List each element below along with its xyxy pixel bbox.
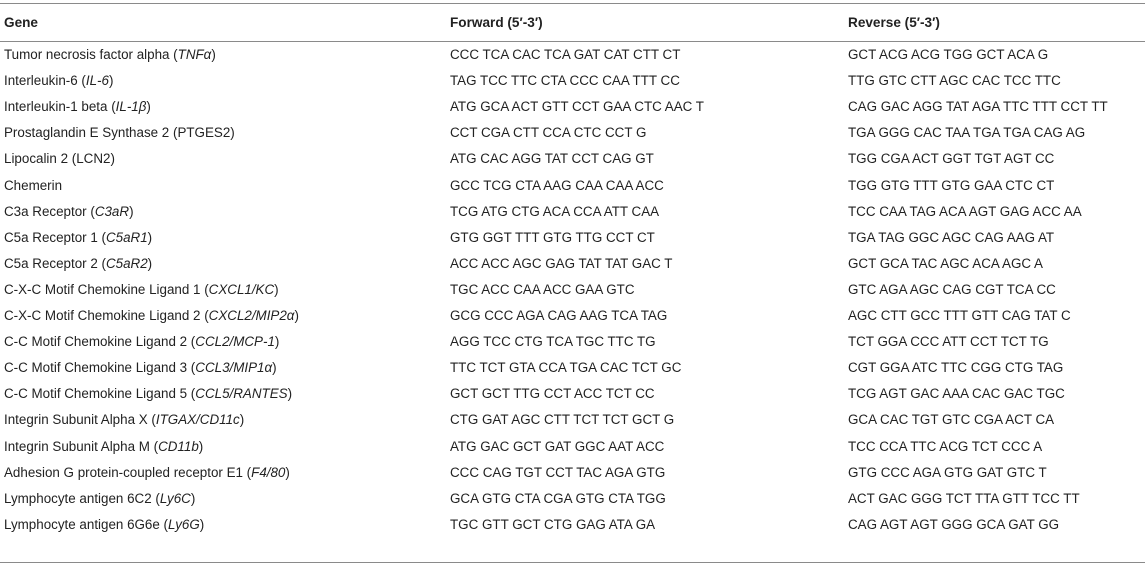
table-row — [0, 303, 1145, 329]
gene-symbol: TNFα — [177, 47, 212, 62]
gene-name-suffix: ) — [146, 99, 151, 115]
table-row — [0, 42, 1145, 68]
table-row — [0, 146, 1145, 172]
gene-name-suffix: ) — [211, 47, 216, 62]
header-gene: Gene — [4, 15, 38, 30]
table-row — [0, 251, 1145, 277]
table-row — [0, 407, 1145, 433]
gene-cell — [4, 151, 115, 167]
gene-cell — [4, 491, 195, 507]
gene-name: Tumor necrosis factor alpha ( — [4, 47, 178, 62]
forward-primer-cell: ACC ACC AGC GAG TAT TAT GAC T — [450, 255, 673, 271]
gene-name-suffix: ) — [239, 412, 245, 428]
reverse-primer-cell: TTG GTC CTT AGC CAC TCC TTC — [848, 73, 1061, 89]
gene-name-suffix: ) — [147, 255, 153, 271]
reverse-primer-cell: CAG AGT AGT GGG GCA GAT GG — [848, 516, 1060, 532]
reverse-primer-cell: GCT GCA TAC AGC ACA AGC A — [848, 255, 1043, 271]
gene-name: Prostaglandin E Synthase 2 (PTGES2) — [4, 125, 235, 141]
gene-cell — [4, 99, 151, 115]
gene-name: C5a Receptor 1 ( — [4, 229, 106, 245]
gene-symbol: CD11b — [158, 438, 199, 454]
gene-cell — [4, 334, 279, 350]
table-row — [0, 94, 1145, 120]
gene-cell — [4, 178, 62, 194]
gene-name-suffix: ) — [199, 516, 205, 532]
header-reverse: Reverse (5′-3′) — [848, 15, 940, 30]
gene-symbol: Ly6G — [168, 516, 200, 532]
reverse-primer-cell: ACT GAC GGG TCT TTA GTT TCC TT — [848, 490, 1080, 506]
table-row — [0, 486, 1145, 512]
forward-primer-cell: GCT GCT TTG CCT ACC TCT CC — [450, 386, 655, 402]
table-row — [0, 512, 1145, 538]
table-row — [0, 460, 1145, 486]
gene-cell — [4, 282, 279, 298]
gene-name-suffix: ) — [129, 203, 134, 219]
gene-cell — [4, 230, 152, 246]
reverse-primer-cell: GTC AGA AGC CAG CGT TCA CC — [848, 281, 1056, 297]
gene-name-suffix: ) — [190, 490, 196, 506]
reverse-primer-cell: TCT GGA CCC ATT CCT TCT TG — [848, 334, 1049, 350]
reverse-primer-cell: GTG CCC AGA GTG GAT GTC T — [848, 464, 1047, 480]
reverse-primer-cell: TCC CAA TAG ACA AGT GAG ACC AA — [848, 203, 1082, 219]
gene-symbol: F4/80 — [251, 464, 286, 480]
gene-symbol: CCL2/MCP-1 — [195, 334, 275, 350]
gene-name-suffix: ) — [274, 281, 279, 297]
reverse-primer-cell: GCA CAC TGT GTC CGA ACT CA — [848, 412, 1055, 428]
reverse-primer-cell: AGC CTT GCC TTT GTT CAG TAT C — [848, 308, 1071, 323]
gene-symbol: C5aR1 — [105, 229, 148, 245]
table-row — [0, 277, 1145, 303]
table-bottom-rule — [0, 562, 1145, 563]
table-row — [0, 225, 1145, 251]
forward-primer-cell: GCC TCG CTA AAG CAA CAA ACC — [450, 177, 664, 193]
gene-name: Interleukin-1 beta ( — [4, 99, 116, 115]
gene-cell — [4, 386, 292, 402]
table-row — [0, 120, 1145, 146]
forward-primer-cell: TGC GTT GCT CTG GAG ATA GA — [450, 516, 656, 532]
forward-primer-cell: GTG GGT TTT GTG TTG CCT CT — [450, 229, 655, 245]
table-header-row — [0, 4, 1145, 41]
reverse-primer-cell: TGG CGA ACT GGT TGT AGT CC — [848, 151, 1055, 167]
gene-symbol: CXCL1/KC — [208, 281, 275, 297]
forward-primer-cell: TCG ATG CTG ACA CCA ATT CAA — [450, 203, 660, 219]
gene-name: C5a Receptor 2 ( — [4, 255, 106, 271]
reverse-primer-cell: TCG AGT GAC AAA CAC GAC TGC — [848, 386, 1065, 402]
gene-name: Interleukin-6 ( — [4, 73, 86, 89]
gene-symbol: IL-6 — [85, 73, 109, 89]
gene-name: C-X-C Motif Chemokine Ligand 1 ( — [4, 281, 209, 297]
gene-name-suffix: ) — [198, 438, 204, 454]
forward-primer-cell: TAG TCC TTC CTA CCC CAA TTT CC — [450, 73, 680, 89]
gene-name: C-C Motif Chemokine Ligand 5 ( — [4, 386, 196, 402]
gene-symbol: ITGAX/CD11c — [155, 412, 240, 428]
forward-primer-cell: GCA GTG CTA CGA GTG CTA TGG — [450, 490, 666, 506]
gene-name: Integrin Subunit Alpha M ( — [4, 438, 159, 454]
gene-name: C3a Receptor ( — [4, 203, 95, 219]
gene-name-suffix: ) — [147, 229, 153, 245]
gene-name-suffix: ) — [274, 334, 280, 350]
forward-primer-cell: CTG GAT AGC CTT TCT TCT GCT G — [450, 412, 675, 428]
forward-primer-cell: TGC ACC CAA ACC GAA GTC — [450, 281, 635, 297]
gene-cell — [4, 73, 113, 89]
gene-name: C-C Motif Chemokine Ligand 3 ( — [4, 360, 196, 376]
gene-cell — [4, 125, 235, 141]
gene-cell — [4, 465, 290, 481]
gene-cell — [4, 256, 152, 272]
table-row — [0, 199, 1145, 225]
gene-symbol: CXCL2/MIP2α — [208, 308, 295, 323]
reverse-primer-cell: TGA GGG CAC TAA TGA TGA CAG AG — [848, 125, 1086, 141]
gene-name-suffix: ) — [272, 360, 277, 376]
gene-name: C-C Motif Chemokine Ligand 2 ( — [4, 334, 196, 350]
table-row — [0, 434, 1145, 460]
forward-primer-cell: AGG TCC CTG TCA TGC TTC TG — [450, 334, 656, 350]
gene-name-suffix: ) — [287, 386, 293, 402]
table-row — [0, 173, 1145, 199]
forward-primer-cell: ATG GCA ACT GTT CCT GAA CTC AAC T — [450, 99, 704, 115]
gene-cell — [4, 360, 277, 376]
gene-symbol: C5aR2 — [105, 255, 148, 271]
gene-cell — [4, 517, 204, 533]
gene-cell — [4, 47, 216, 63]
forward-primer-cell: GCG CCC AGA CAG AAG TCA TAG — [450, 308, 668, 323]
forward-primer-cell: ATG CAC AGG TAT CCT CAG GT — [450, 151, 654, 167]
gene-cell — [4, 412, 244, 428]
gene-name-suffix: ) — [285, 464, 290, 480]
header-forward: Forward (5′-3′) — [450, 15, 543, 30]
gene-cell — [4, 204, 134, 220]
gene-name: Chemerin — [4, 177, 63, 193]
reverse-primer-cell: TGG GTG TTT GTG GAA CTC CT — [848, 177, 1055, 193]
gene-name-suffix: ) — [108, 73, 114, 89]
gene-name: Integrin Subunit Alpha X ( — [4, 412, 156, 428]
forward-primer-cell: CCC TCA CAC TCA GAT CAT CTT CT — [450, 47, 681, 62]
gene-name-suffix: ) — [294, 308, 299, 323]
reverse-primer-cell: GCT ACG ACG TGG GCT ACA G — [848, 47, 1049, 62]
forward-primer-cell: CCC CAG TGT CCT TAC AGA GTG — [450, 464, 666, 480]
gene-cell — [4, 439, 203, 455]
gene-symbol: IL-1β — [115, 99, 147, 115]
gene-symbol: CCL5/RANTES — [195, 386, 288, 402]
reverse-primer-cell: CGT GGA ATC TTC CGG CTG TAG — [848, 360, 1064, 376]
gene-name: Lymphocyte antigen 6C2 ( — [4, 490, 160, 506]
table-row — [0, 355, 1145, 381]
gene-name: Adhesion G protein-coupled receptor E1 ( — [4, 464, 252, 480]
gene-symbol: C3aR — [94, 203, 130, 219]
forward-primer-cell: ATG GAC GCT GAT GGC AAT ACC — [450, 438, 665, 454]
reverse-primer-cell: CAG GAC AGG TAT AGA TTC TTT CCT TT — [848, 99, 1108, 115]
table-row — [0, 68, 1145, 94]
gene-cell — [4, 308, 299, 324]
reverse-primer-cell: TCC CCA TTC ACG TCT CCC A — [848, 438, 1043, 454]
table-row — [0, 381, 1145, 407]
reverse-primer-cell: TGA TAG GGC AGC CAG AAG AT — [848, 229, 1055, 245]
gene-name: Lymphocyte antigen 6G6e ( — [4, 516, 169, 532]
table-row — [0, 329, 1145, 355]
gene-name: C-X-C Motif Chemokine Ligand 2 ( — [4, 308, 209, 323]
forward-primer-cell: CCT CGA CTT CCA CTC CCT G — [450, 125, 647, 141]
gene-name: Lipocalin 2 (LCN2) — [4, 151, 115, 167]
gene-symbol: CCL3/MIP1α — [195, 360, 273, 376]
gene-symbol: Ly6C — [159, 490, 191, 506]
forward-primer-cell: TTC TCT GTA CCA TGA CAC TCT GC — [450, 360, 682, 376]
